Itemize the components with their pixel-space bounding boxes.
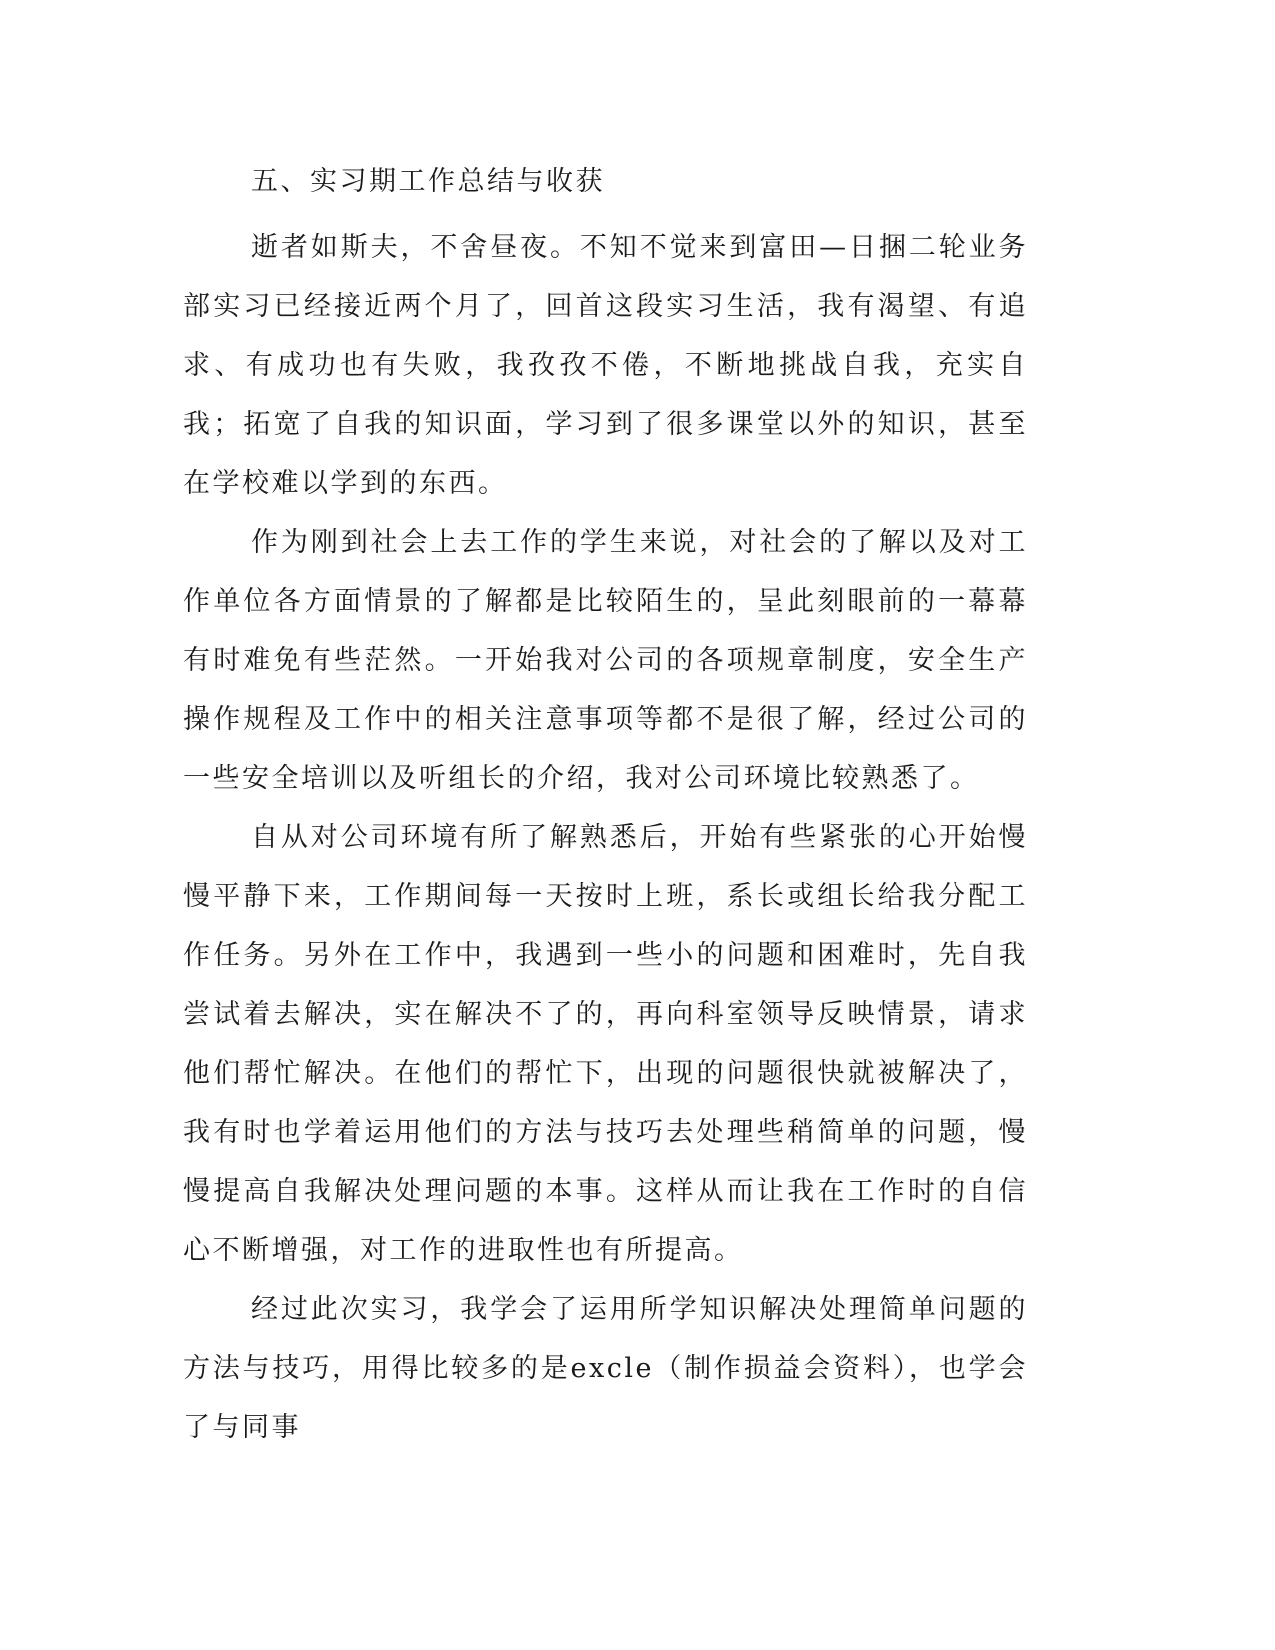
paragraph: 逝者如斯夫，不舍昼夜。不知不觉来到富田—日捆二轮业务部实习已经接近两个月了，回首这段实习生活，我有渴望、有追求、有成功也有失败，我孜孜不倦，不断地挑战自我，充实自我；拓宽了自我的知识面，学习到了很多课堂以外的知识，甚至在学校难以学到的东西。 (183, 232, 1028, 499)
paragraph: 自从对公司环境有所了解熟悉后，开始有些紧张的心开始慢慢平静下来，工作期间每一天按时上班，系长或组长给我分配工作任务。另外在工作中，我遇到一些小的问题和困难时，先自我尝试着去解决，实在解决不了的，再向科室领导反映情景，请求他们帮忙解决。在他们的帮忙下，出现的问题很快就被解决了，我有时也学着运用他们的方法与技巧去处理些稍简单的问题，慢慢提高自我解决处理问题的本事。这样从而让我在工作时的自信心不断增强，对工作的进取性也有所提高。 (183, 822, 1028, 1266)
paragraph: 经过此次实习，我学会了运用所学知识解决处理简单问题的方法与技巧，用得比较多的是excle（制作损益会资料），也学会了与同事 (183, 1294, 1028, 1443)
section-heading: 五、实习期工作总结与收获 (251, 166, 605, 197)
paragraph: 作为刚到社会上去工作的学生来说，对社会的了解以及对工作单位各方面情景的了解都是比较陌生的，呈此刻眼前的一幕幕有时难免有些茫然。一开始我对公司的各项规章制度，安全生产操作规程及工作中的相关注意事项等都不是很了解，经过公司的一些安全培训以及听组长的介绍，我对公司环境比较熟悉了。 (183, 527, 1028, 794)
document-body (183, 162, 1028, 1457)
